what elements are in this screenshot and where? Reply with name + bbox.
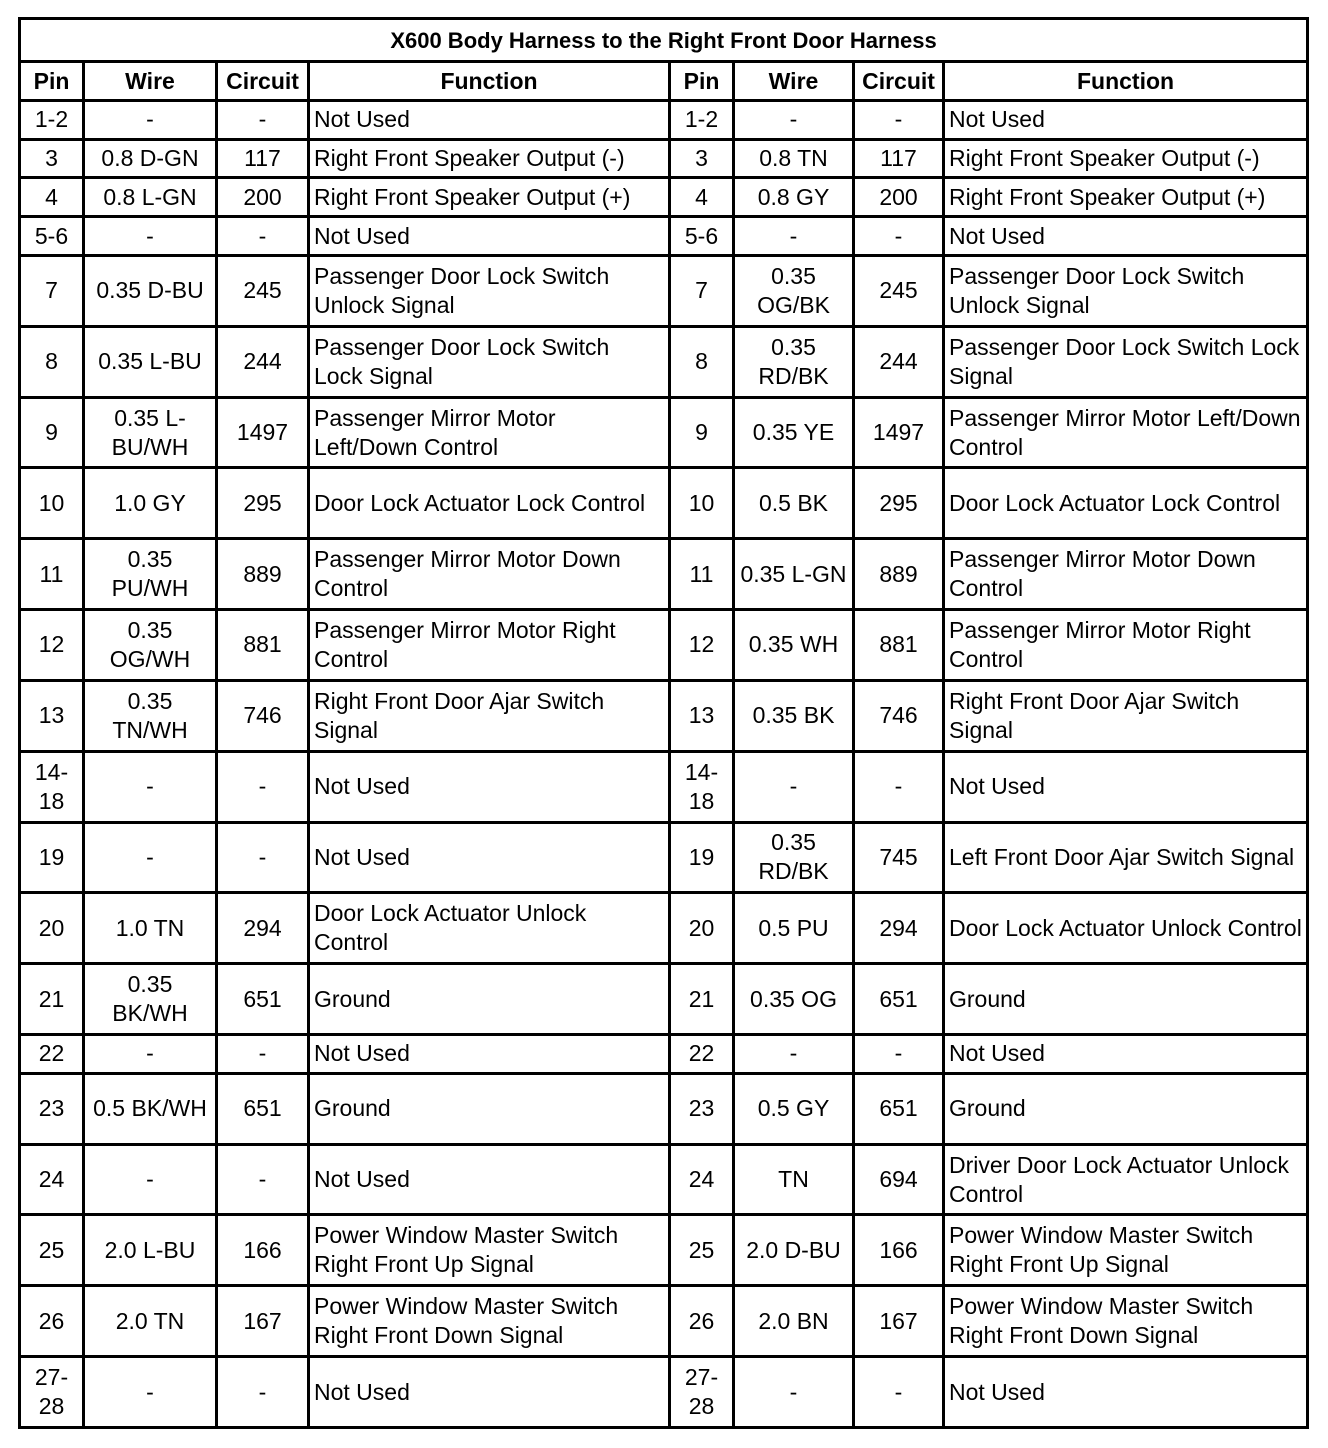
pin-cell: 21 [670, 964, 734, 1035]
column-header-function: Function [309, 62, 670, 101]
function-cell: Not Used [309, 1035, 670, 1074]
wire-cell: - [84, 217, 217, 256]
pin-cell: 20 [20, 893, 84, 964]
circuit-cell: 651 [854, 964, 944, 1035]
wire-cell: 0.35 RD/BK [734, 822, 854, 893]
column-header-pin: Pin [20, 62, 84, 101]
circuit-cell: 745 [854, 822, 944, 893]
table-row [20, 139, 1308, 178]
pin-cell: 25 [20, 1215, 84, 1286]
pin-cell: 27-28 [670, 1357, 734, 1428]
circuit-cell: 295 [217, 468, 309, 539]
circuit-cell: 200 [217, 178, 309, 217]
wire-cell: - [84, 1357, 217, 1428]
circuit-cell: - [217, 1357, 309, 1428]
circuit-cell: - [854, 751, 944, 822]
table-row [20, 101, 1308, 140]
wire-cell: 0.35 L-BU [84, 326, 217, 397]
pin-cell: 9 [670, 397, 734, 468]
pin-cell: 10 [20, 468, 84, 539]
circuit-cell: 295 [854, 468, 944, 539]
wire-cell: 0.8 D-GN [84, 139, 217, 178]
function-cell: Power Window Master Switch Right Front Down Signal [944, 1286, 1308, 1357]
function-cell: Right Front Speaker Output (-) [309, 139, 670, 178]
table-row [20, 1035, 1308, 1074]
function-cell: Door Lock Actuator Lock Control [309, 468, 670, 539]
table-row [20, 893, 1308, 964]
function-cell: Passenger Door Lock Switch Unlock Signal [309, 255, 670, 326]
table-title: X600 Body Harness to the Right Front Door Harness [20, 19, 1308, 62]
function-cell: Driver Door Lock Actuator Unlock Control [944, 1144, 1308, 1215]
table-row [20, 468, 1308, 539]
function-cell: Power Window Master Switch Right Front Up Signal [309, 1215, 670, 1286]
column-header-wire: Wire [734, 62, 854, 101]
circuit-cell: 746 [217, 680, 309, 751]
pin-cell: 12 [20, 610, 84, 681]
function-cell: Left Front Door Ajar Switch Signal [944, 822, 1308, 893]
function-cell: Ground [309, 964, 670, 1035]
circuit-cell: - [217, 1144, 309, 1215]
pin-cell: 13 [670, 680, 734, 751]
wire-cell: 0.5 GY [734, 1073, 854, 1144]
function-cell: Power Window Master Switch Right Front Up Signal [944, 1215, 1308, 1286]
column-header-function: Function [944, 62, 1308, 101]
wire-cell: 2.0 TN [84, 1286, 217, 1357]
circuit-cell: - [217, 101, 309, 140]
wire-cell: 0.8 TN [734, 139, 854, 178]
wire-cell: - [84, 1035, 217, 1074]
pin-cell: 5-6 [20, 217, 84, 256]
pin-cell: 20 [670, 893, 734, 964]
table-row [20, 610, 1308, 681]
wire-cell: 2.0 D-BU [734, 1215, 854, 1286]
pin-cell: 4 [20, 178, 84, 217]
function-cell: Right Front Speaker Output (+) [944, 178, 1308, 217]
wire-cell: 0.5 BK/WH [84, 1073, 217, 1144]
wire-cell: 0.8 L-GN [84, 178, 217, 217]
table-row [20, 964, 1308, 1035]
table-row [20, 1215, 1308, 1286]
table-row [20, 1073, 1308, 1144]
wire-cell: - [734, 217, 854, 256]
wire-cell: 0.5 BK [734, 468, 854, 539]
pin-cell: 24 [670, 1144, 734, 1215]
wire-cell: 0.8 GY [734, 178, 854, 217]
wire-cell: 0.35 YE [734, 397, 854, 468]
function-cell: Passenger Mirror Motor Left/Down Control [944, 397, 1308, 468]
column-header-wire: Wire [84, 62, 217, 101]
circuit-cell: 651 [854, 1073, 944, 1144]
wire-cell: 0.35 OG/WH [84, 610, 217, 681]
function-cell: Passenger Mirror Motor Right Control [944, 610, 1308, 681]
pin-cell: 5-6 [670, 217, 734, 256]
circuit-cell: 889 [854, 539, 944, 610]
pin-cell: 7 [20, 255, 84, 326]
table-row [20, 539, 1308, 610]
circuit-cell: - [217, 217, 309, 256]
wire-cell: 0.35 BK [734, 680, 854, 751]
circuit-cell: 166 [854, 1215, 944, 1286]
function-cell: Right Front Door Ajar Switch Signal [309, 680, 670, 751]
table-row [20, 178, 1308, 217]
circuit-cell: 651 [217, 1073, 309, 1144]
pin-cell: 25 [670, 1215, 734, 1286]
circuit-cell: 651 [217, 964, 309, 1035]
pin-cell: 3 [670, 139, 734, 178]
function-cell: Ground [944, 1073, 1308, 1144]
function-cell: Not Used [309, 1357, 670, 1428]
circuit-cell: 881 [854, 610, 944, 681]
pin-cell: 3 [20, 139, 84, 178]
circuit-cell: 244 [217, 326, 309, 397]
circuit-cell: 294 [217, 893, 309, 964]
circuit-cell: 117 [217, 139, 309, 178]
pin-cell: 23 [20, 1073, 84, 1144]
circuit-cell: - [854, 1357, 944, 1428]
function-cell: Not Used [309, 1144, 670, 1215]
table-row [20, 680, 1308, 751]
function-cell: Not Used [309, 101, 670, 140]
pin-cell: 14-18 [670, 751, 734, 822]
table-row [20, 751, 1308, 822]
circuit-cell: - [217, 822, 309, 893]
function-cell: Right Front Door Ajar Switch Signal [944, 680, 1308, 751]
circuit-cell: 245 [854, 255, 944, 326]
pin-cell: 22 [20, 1035, 84, 1074]
pin-cell: 24 [20, 1144, 84, 1215]
circuit-cell: 117 [854, 139, 944, 178]
pin-cell: 4 [670, 178, 734, 217]
table-row [20, 255, 1308, 326]
pin-cell: 21 [20, 964, 84, 1035]
function-cell: Passenger Mirror Motor Down Control [309, 539, 670, 610]
circuit-cell: 881 [217, 610, 309, 681]
wire-cell: - [734, 751, 854, 822]
circuit-cell: 746 [854, 680, 944, 751]
table-row [20, 217, 1308, 256]
circuit-cell: 1497 [217, 397, 309, 468]
table-row [20, 1357, 1308, 1428]
wire-cell: 0.35 L-BU/WH [84, 397, 217, 468]
function-cell: Ground [944, 964, 1308, 1035]
pin-cell: 19 [670, 822, 734, 893]
table-row [20, 1144, 1308, 1215]
pin-cell: 8 [20, 326, 84, 397]
wire-cell: 2.0 L-BU [84, 1215, 217, 1286]
function-cell: Right Front Speaker Output (-) [944, 139, 1308, 178]
function-cell: Passenger Mirror Motor Left/Down Control [309, 397, 670, 468]
wire-cell: 0.35 TN/WH [84, 680, 217, 751]
circuit-cell: 167 [854, 1286, 944, 1357]
circuit-cell: - [854, 217, 944, 256]
circuit-cell: 166 [217, 1215, 309, 1286]
wire-cell: - [734, 1357, 854, 1428]
function-cell: Not Used [309, 822, 670, 893]
wire-cell: 1.0 TN [84, 893, 217, 964]
circuit-cell: 244 [854, 326, 944, 397]
wire-cell: - [84, 1144, 217, 1215]
wire-cell: 1.0 GY [84, 468, 217, 539]
table-row [20, 822, 1308, 893]
wire-cell: 0.35 OG/BK [734, 255, 854, 326]
pin-cell: 27-28 [20, 1357, 84, 1428]
function-cell: Not Used [944, 751, 1308, 822]
pin-cell: 13 [20, 680, 84, 751]
table-row [20, 326, 1308, 397]
function-cell: Passenger Door Lock Switch Lock Signal [944, 326, 1308, 397]
circuit-cell: 294 [854, 893, 944, 964]
function-cell: Not Used [944, 1035, 1308, 1074]
wire-cell: 0.35 PU/WH [84, 539, 217, 610]
function-cell: Door Lock Actuator Unlock Control [944, 893, 1308, 964]
function-cell: Right Front Speaker Output (+) [309, 178, 670, 217]
column-header-row [20, 62, 1308, 101]
harness-table [18, 17, 1309, 1429]
circuit-cell: - [854, 101, 944, 140]
function-cell: Passenger Door Lock Switch Lock Signal [309, 326, 670, 397]
pin-cell: 11 [20, 539, 84, 610]
pin-cell: 14-18 [20, 751, 84, 822]
pin-cell: 11 [670, 539, 734, 610]
pin-cell: 23 [670, 1073, 734, 1144]
column-header-pin: Pin [670, 62, 734, 101]
circuit-cell: 245 [217, 255, 309, 326]
column-header-circuit: Circuit [217, 62, 309, 101]
circuit-cell: 889 [217, 539, 309, 610]
circuit-cell: 200 [854, 178, 944, 217]
pin-cell: 26 [670, 1286, 734, 1357]
wire-cell: 0.35 WH [734, 610, 854, 681]
function-cell: Door Lock Actuator Lock Control [944, 468, 1308, 539]
wire-cell: 0.35 L-GN [734, 539, 854, 610]
circuit-cell: - [854, 1035, 944, 1074]
circuit-cell: 167 [217, 1286, 309, 1357]
wire-cell: 2.0 BN [734, 1286, 854, 1357]
wire-cell: TN [734, 1144, 854, 1215]
pin-cell: 12 [670, 610, 734, 681]
table-row [20, 1286, 1308, 1357]
wire-cell: 0.35 BK/WH [84, 964, 217, 1035]
function-cell: Passenger Door Lock Switch Unlock Signal [944, 255, 1308, 326]
wire-cell: - [84, 751, 217, 822]
wire-cell: 0.35 OG [734, 964, 854, 1035]
pin-cell: 1-2 [670, 101, 734, 140]
pin-cell: 9 [20, 397, 84, 468]
pin-cell: 8 [670, 326, 734, 397]
wire-cell: 0.35 RD/BK [734, 326, 854, 397]
function-cell: Passenger Mirror Motor Right Control [309, 610, 670, 681]
pin-cell: 1-2 [20, 101, 84, 140]
pin-cell: 26 [20, 1286, 84, 1357]
pin-cell: 19 [20, 822, 84, 893]
pin-cell: 7 [670, 255, 734, 326]
function-cell: Ground [309, 1073, 670, 1144]
function-cell: Door Lock Actuator Unlock Control [309, 893, 670, 964]
function-cell: Power Window Master Switch Right Front Down Signal [309, 1286, 670, 1357]
circuit-cell: 1497 [854, 397, 944, 468]
function-cell: Not Used [944, 217, 1308, 256]
function-cell: Passenger Mirror Motor Down Control [944, 539, 1308, 610]
function-cell: Not Used [309, 751, 670, 822]
circuit-cell: - [217, 751, 309, 822]
wire-cell: 0.5 PU [734, 893, 854, 964]
function-cell: Not Used [944, 1357, 1308, 1428]
function-cell: Not Used [309, 217, 670, 256]
circuit-cell: 694 [854, 1144, 944, 1215]
wire-cell: - [84, 822, 217, 893]
wire-cell: - [734, 1035, 854, 1074]
wire-cell: 0.35 D-BU [84, 255, 217, 326]
function-cell: Not Used [944, 101, 1308, 140]
pin-cell: 22 [670, 1035, 734, 1074]
wire-cell: - [84, 101, 217, 140]
table-row [20, 397, 1308, 468]
pin-cell: 10 [670, 468, 734, 539]
column-header-circuit: Circuit [854, 62, 944, 101]
circuit-cell: - [217, 1035, 309, 1074]
wire-cell: - [734, 101, 854, 140]
